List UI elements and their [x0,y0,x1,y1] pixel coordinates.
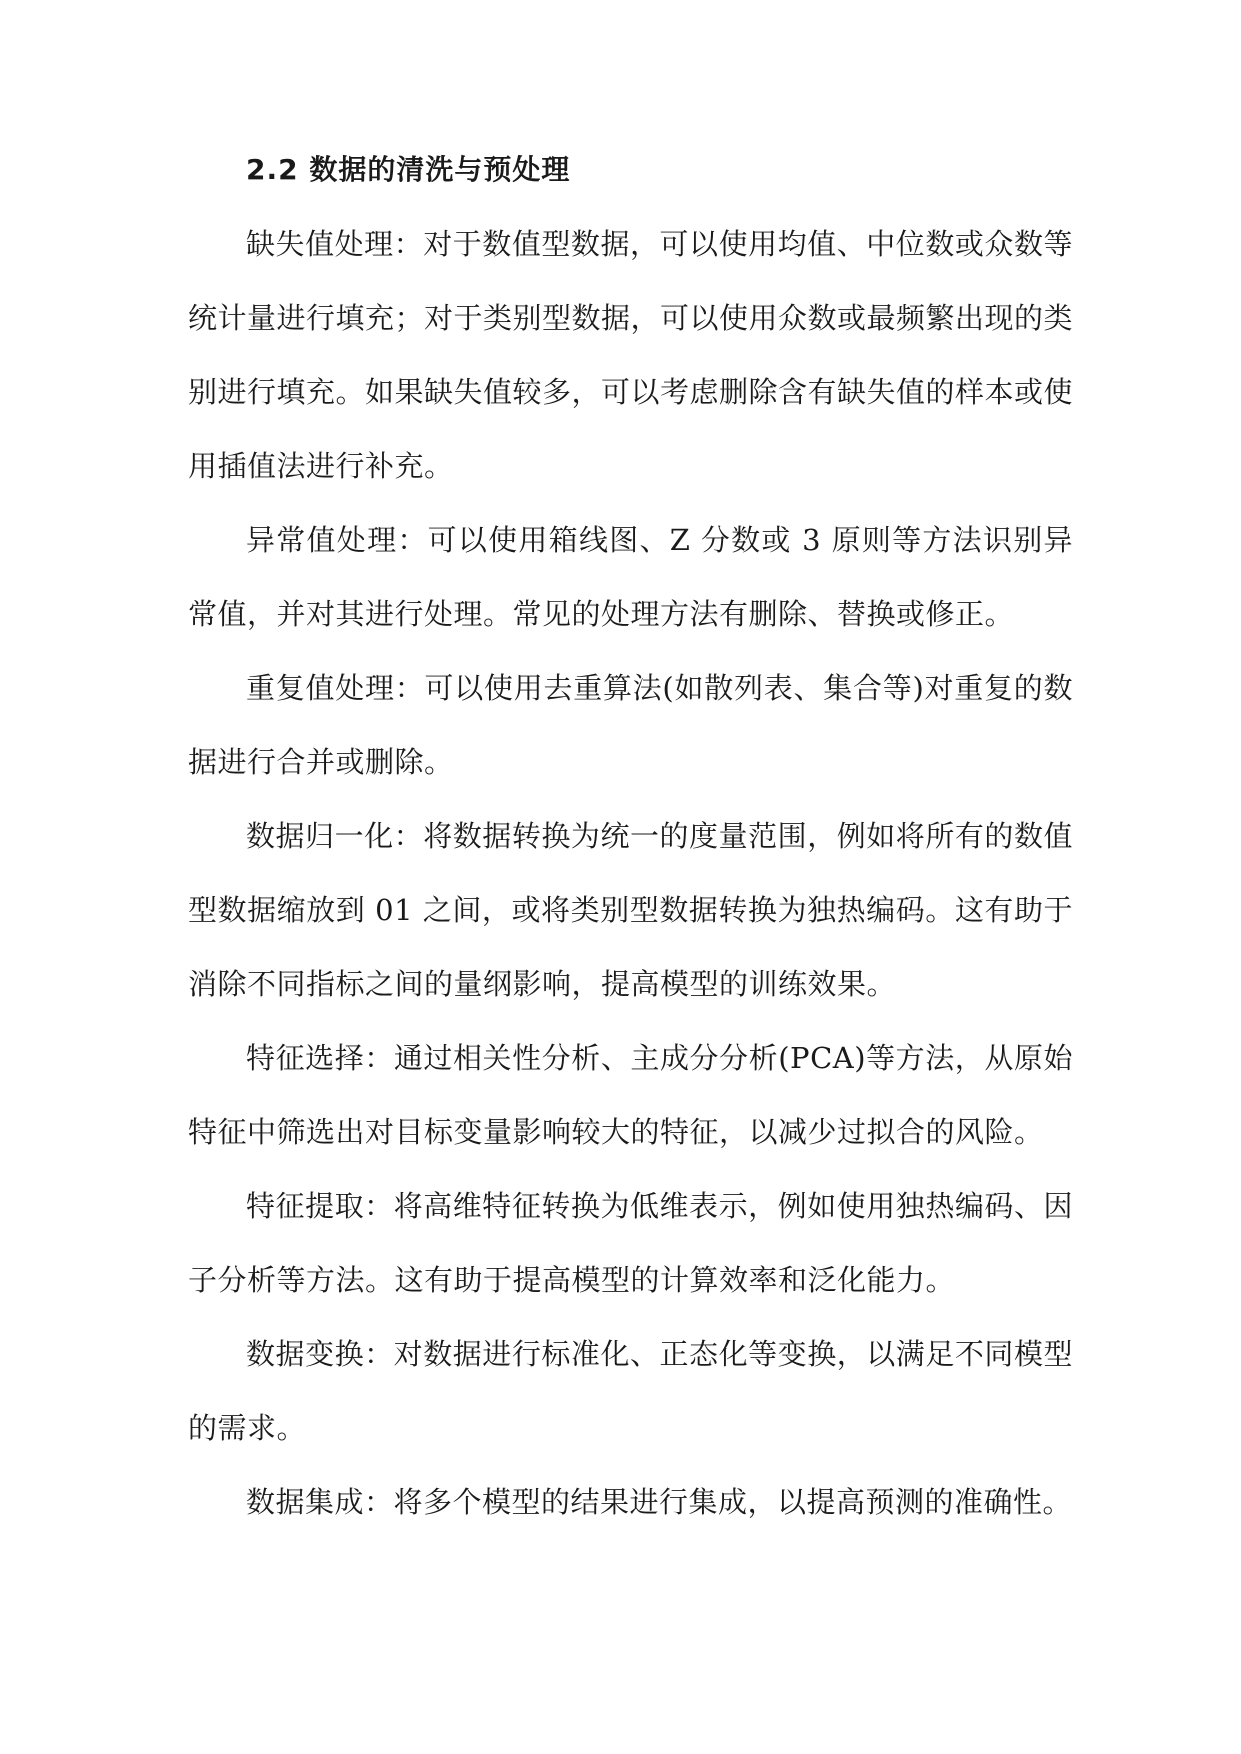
section-heading: 2.2 数据的清洗与预处理 [246,153,571,186]
paragraph-missing-values: 缺失值处理：对于数值型数据，可以使用均值、中位数或众数等统计量进行填充；对于类别型数据，可以使用众数或最频繁出现的类别进行填充。如果缺失值较多，可以考虑删除含有缺失值的样本或使用插值法进行补充。 [188,227,1074,483]
paragraph-feature-selection: 特征选择：通过相关性分析、主成分分析(PCA)等方法，从原始特征中筛选出对目标变量影响较大的特征，以减少过拟合的风险。 [188,1041,1073,1149]
paragraph-data-integration: 数据集成：将多个模型的结果进行集成，以提高预测的准确性。 [246,1485,1073,1519]
paragraph-data-transform: 数据变换：对数据进行标准化、正态化等变换，以满足不同模型的需求。 [188,1337,1073,1445]
paragraph-outliers: 异常值处理：可以使用箱线图、Z 分数或 3 原则等方法识别异常值，并对其进行处理。常见的处理方法有删除、替换或修正。 [188,523,1073,631]
paragraph-duplicates: 重复值处理：可以使用去重算法(如散列表、集合等)对重复的数据进行合并或删除。 [188,671,1073,779]
paragraph-normalization: 数据归一化：将数据转换为统一的度量范围，例如将所有的数值型数据缩放到 01 之间，或将类别型数据转换为独热编码。这有助于消除不同指标之间的量纲影响，提高模型的训练效果。 [188,819,1073,1001]
document-body [188,133,1073,1539]
paragraph-feature-extraction: 特征提取：将高维特征转换为低维表示，例如使用独热编码、因子分析等方法。这有助于提高模型的计算效率和泛化能力。 [188,1189,1073,1297]
